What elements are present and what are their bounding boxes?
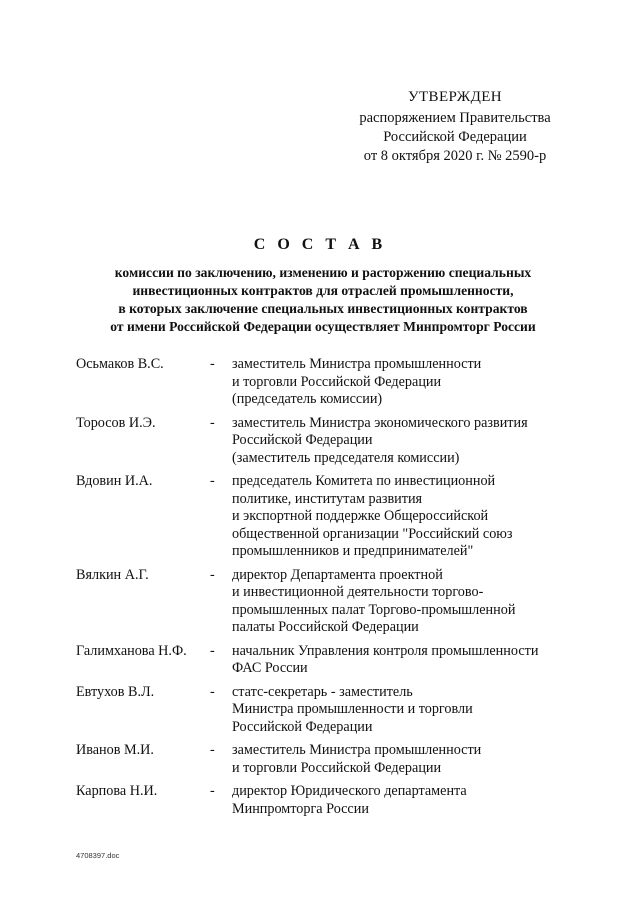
role-line: Минпромторга России xyxy=(232,800,369,817)
member-row xyxy=(76,356,596,409)
approval-line: Российской Федерации xyxy=(383,129,527,145)
document-file-name: 4708397.doc xyxy=(76,851,120,860)
role-line: ФАС России xyxy=(232,660,308,676)
member-dash: - xyxy=(210,742,215,758)
role-line: Российской Федерации xyxy=(232,718,373,735)
role-line: общественной организации "Российский союз xyxy=(232,525,513,542)
role-line: статс-секретарь - заместитель xyxy=(232,683,413,700)
role-line: заместитель Министра экономического развития xyxy=(232,414,528,431)
member-dash: - xyxy=(210,642,215,659)
member-dash: - xyxy=(210,356,215,372)
role-line: начальник Управления контроля промышленности xyxy=(232,642,539,659)
role-line: промышленников и предпринимателей" xyxy=(232,543,474,559)
approval-heading: УТВЕРЖДЕН xyxy=(407,89,503,105)
member-name: Иванов М.И. xyxy=(76,742,154,758)
subtitle-line: комиссии по заключению, изменению и расторжению специальных xyxy=(114,265,532,280)
member-role xyxy=(232,643,586,678)
role-line: и инвестиционной деятельности торгово- xyxy=(232,584,484,600)
members-list xyxy=(76,356,596,818)
member-name: Торосов И.Э. xyxy=(76,414,156,431)
approval-line: от 8 октября 2020 г. № 2590-р xyxy=(363,148,547,164)
role-line: (председатель комиссии) xyxy=(232,391,383,407)
role-line: (заместитель председателя комиссии) xyxy=(232,449,460,466)
member-row xyxy=(76,684,596,737)
role-line: и торговли Российской Федерации xyxy=(232,373,442,390)
role-line: Министра промышленности и торговли xyxy=(232,701,473,717)
member-row xyxy=(76,473,596,561)
role-line: Российской Федерации xyxy=(232,432,373,448)
member-name: Вдовин И.А. xyxy=(76,473,153,489)
member-row xyxy=(76,742,596,777)
member-dash: - xyxy=(210,566,215,583)
member-name: Осьмаков В.С. xyxy=(76,356,164,372)
member-role xyxy=(232,473,586,561)
member-dash: - xyxy=(210,783,215,799)
subtitle-line: в которых заключение специальных инвестиционных контрактов xyxy=(118,301,528,316)
member-role xyxy=(232,783,586,818)
role-line: и экспортной поддержке Общероссийской xyxy=(232,508,489,524)
role-line: промышленных палат Торгово-промышленной xyxy=(232,601,516,618)
member-role xyxy=(232,415,586,468)
document-subtitle xyxy=(40,264,606,336)
member-role xyxy=(232,356,586,409)
role-line: политике, институтам развития xyxy=(232,490,423,507)
document-title: С О С Т А В xyxy=(253,236,387,253)
member-name: Карпова Н.И. xyxy=(76,783,158,799)
subtitle-line: инвестиционных контрактов для отраслей промышленности, xyxy=(132,283,514,298)
member-row xyxy=(76,567,596,637)
member-name: Галимханова Н.Ф. xyxy=(76,642,187,659)
role-line: председатель Комитета по инвестиционной xyxy=(232,473,496,489)
role-line: директор Департамента проектной xyxy=(232,566,443,583)
role-line: директор Юридического департамента xyxy=(232,783,467,799)
member-role xyxy=(232,567,586,637)
member-dash: - xyxy=(210,683,215,700)
member-role xyxy=(232,742,586,777)
approval-line: распоряжением Правительства xyxy=(359,110,551,126)
approval-block xyxy=(340,88,570,166)
member-name: Вялкин А.Г. xyxy=(76,566,149,583)
role-line: палаты Российской Федерации xyxy=(232,619,419,635)
member-role xyxy=(232,684,586,737)
member-dash: - xyxy=(210,473,215,489)
member-row xyxy=(76,415,596,468)
member-dash: - xyxy=(210,414,215,431)
member-row xyxy=(76,643,596,678)
member-row xyxy=(76,783,596,818)
member-name: Евтухов В.Л. xyxy=(76,683,155,700)
role-line: заместитель Министра промышленности xyxy=(232,356,482,372)
role-line: и торговли Российской Федерации xyxy=(232,759,442,776)
subtitle-line: от имени Российской Федерации осуществляет Минпромторг России xyxy=(110,319,536,334)
role-line: заместитель Министра промышленности xyxy=(232,742,482,758)
